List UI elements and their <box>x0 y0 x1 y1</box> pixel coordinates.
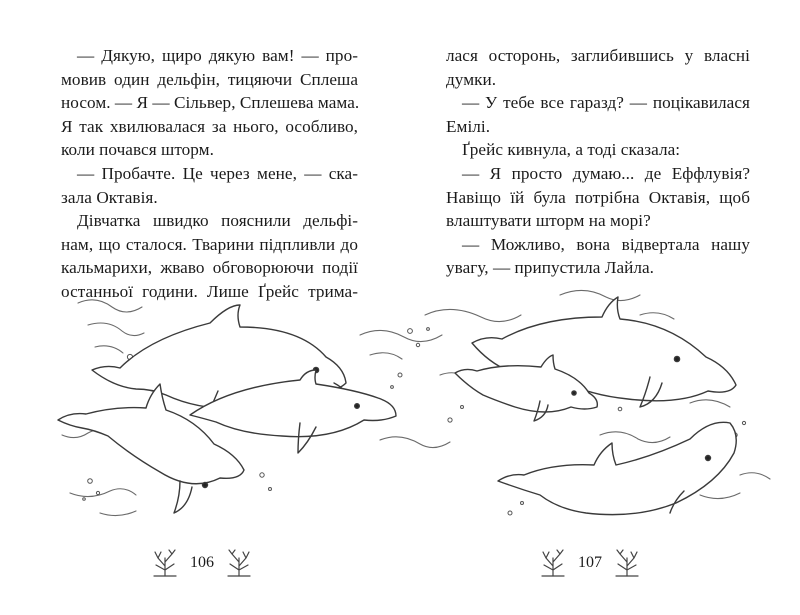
text-line: Ґрейс кивнула, а тоді сказала: <box>462 140 681 160</box>
text-line: лася осторонь, заглибившись у власні <box>446 46 750 65</box>
text-line: думки. <box>446 69 497 89</box>
text-line: кальмарихи, жваво обговорюючи події <box>61 258 358 278</box>
page-number: 107 <box>578 554 602 571</box>
text-line: — Можливо, вона відвертала нашу <box>462 234 750 254</box>
text-line: влаштувати шторм на морі? <box>446 211 651 231</box>
text-line: Навіщо їй була потрібна Октавія, щоб <box>446 187 750 207</box>
coral-ornament-icon <box>224 548 254 578</box>
text-line: увагу, — припустила Лайла. <box>446 258 655 278</box>
text-line: Емілі. <box>446 116 491 136</box>
text-line: останньої години. Лише Ґрейс трима- <box>61 281 358 301</box>
left-page-text <box>61 44 358 304</box>
coral-ornament-icon <box>538 548 568 578</box>
text-line: зала Октавія. <box>61 187 158 207</box>
text-line: — У тебе все гаразд? — поцікавилася <box>462 93 750 113</box>
left-folio <box>150 548 254 578</box>
text-line: мовив один дельфін, тицяючи Сплеша <box>61 69 358 89</box>
page-number: 106 <box>190 554 214 571</box>
text-line: Я так хвилювалася за нього, особливо, <box>61 116 358 136</box>
text-line: коли почався шторм. <box>61 140 214 160</box>
right-folio <box>538 548 642 578</box>
text-line: — Пробачте. Це через мене, — ска- <box>77 163 358 183</box>
dolphin-bottom-right <box>498 422 736 514</box>
dolphins-illustration-icon <box>0 285 800 535</box>
text-line: — Дякую, щиро дякую вам! — про- <box>77 46 358 65</box>
text-line: носом. — Я — Сільвер, Сплешева мама. <box>61 93 360 113</box>
text-line: — Я просто думаю... де Еффлувія? <box>462 163 750 183</box>
right-page-text <box>446 44 750 280</box>
coral-ornament-icon <box>612 548 642 578</box>
coral-ornament-icon <box>150 548 180 578</box>
text-line: Дівчатка швидко пояснили дельфі- <box>77 211 358 231</box>
text-line: нам, що сталося. Тварини підпливли до <box>61 234 358 254</box>
